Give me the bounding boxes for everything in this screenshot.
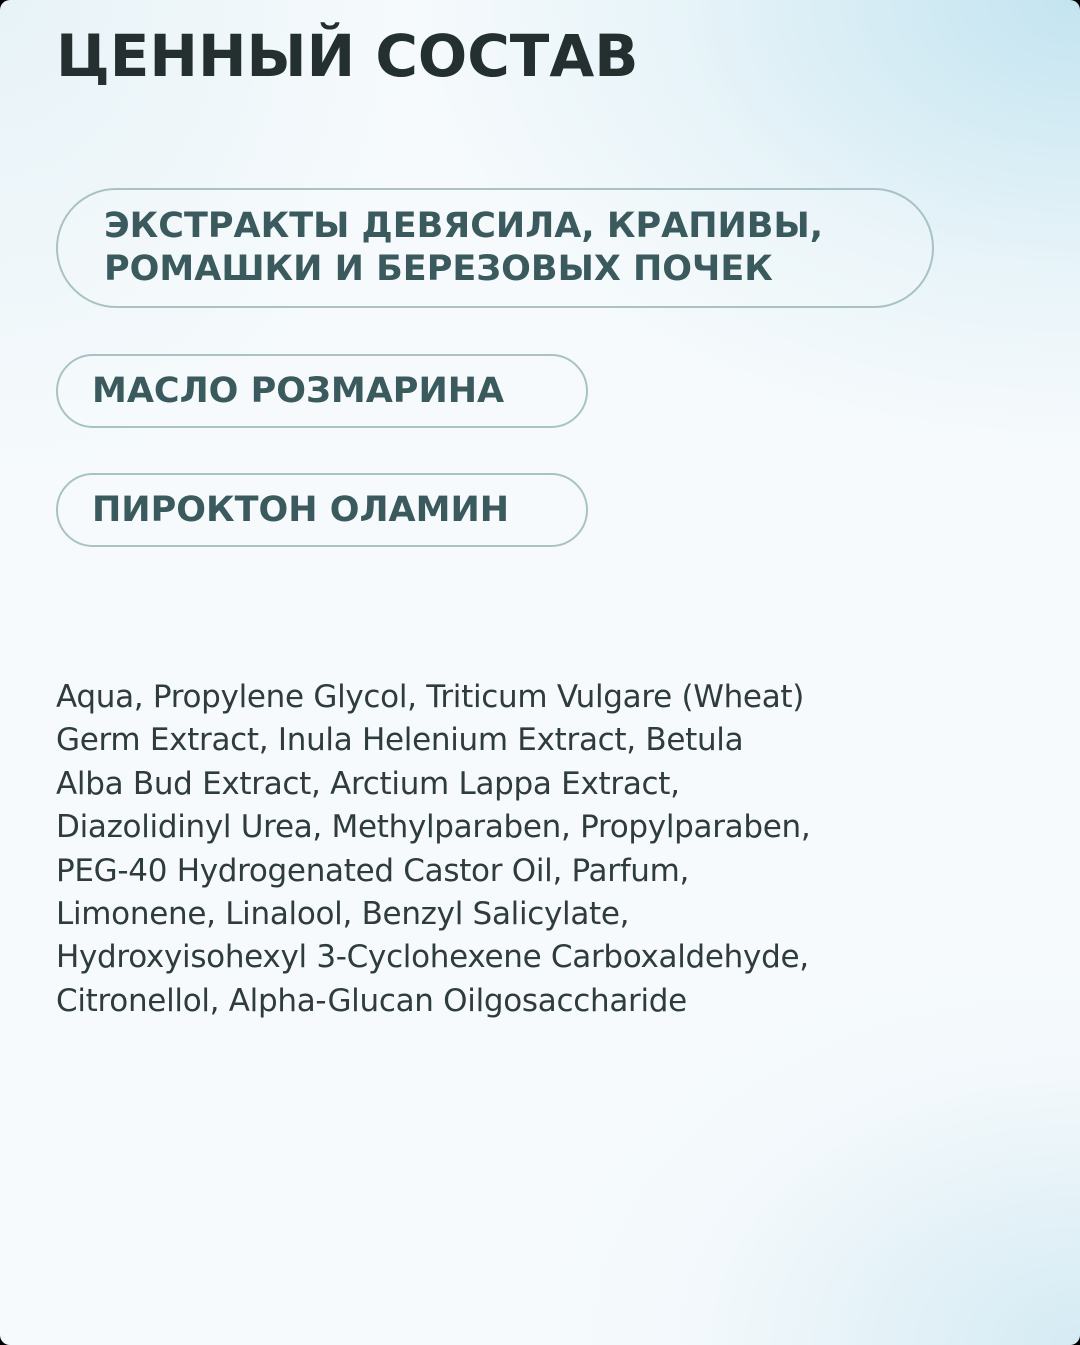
ingredients-line: Germ Extract, Inula Helenium Extract, Betula [56, 722, 744, 759]
ingredients-line: Citronellol, Alpha-Glucan Oilgosaccharide [56, 982, 687, 1019]
ingredients-line: Aqua, Propylene Glycol, Triticum Vulgare (Wheat) [56, 679, 805, 715]
highlight-pill-label: ПИРОКТОН ОЛАМИН [92, 490, 510, 530]
ingredients-line: Diazolidinyl Urea, Methylparaben, Propylparaben, [56, 809, 811, 846]
ingredients-line: Alba Bud Extract, Arctium Lappa Extract, [56, 765, 680, 802]
highlight-pill-line: РОМАШКИ И БЕРЕЗОВЫХ ПОЧЕК [104, 249, 773, 289]
highlight-pill-label: МАСЛО РОЗМАРИНА [92, 371, 505, 411]
page-title: ЦЕННЫЙ СОСТАВ [56, 22, 639, 90]
ingredients-line: PEG-40 Hydrogenated Castor Oil, Parfum, [56, 852, 690, 889]
ingredients-line: Limonene, Linalool, Benzyl Salicylate, [56, 896, 630, 933]
ingredients-list [56, 676, 1016, 1023]
highlight-pill-rosemary-oil [56, 354, 588, 428]
ingredients-line: Hydroxyisohexyl 3-Cyclohexene Carboxaldehyde, [56, 939, 809, 976]
highlight-pill-line: ЭКСТРАКТЫ ДЕВЯСИЛА, КРАПИВЫ, [104, 206, 824, 246]
highlight-pill-label [104, 205, 823, 291]
highlight-pill-extracts [56, 188, 934, 308]
highlight-pill-piroctone-olamine [56, 473, 588, 547]
